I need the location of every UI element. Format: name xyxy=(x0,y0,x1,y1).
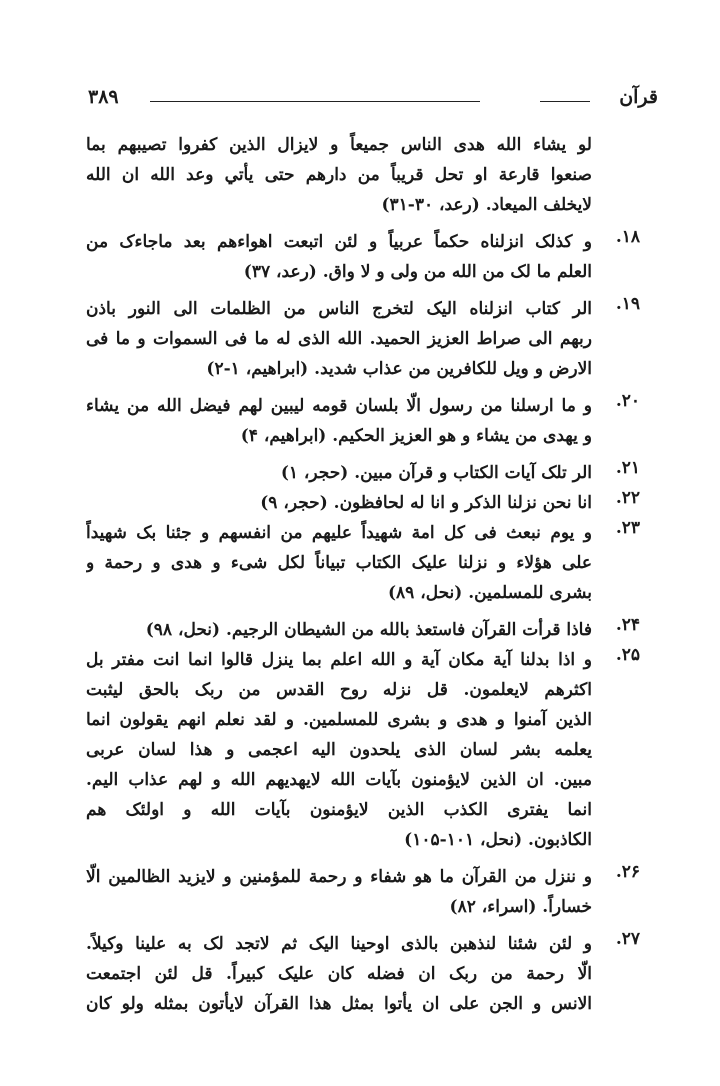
verse-24 xyxy=(86,615,640,645)
header-rule-short xyxy=(540,101,590,102)
text-line: و يوم نبعث فى كل امة شهيداً عليهم من انفسهم و جئنا بک شهيداً xyxy=(86,523,592,543)
page-body xyxy=(86,130,640,1019)
verse-number: ٢۴. xyxy=(615,615,640,635)
verse-number: ٢٠. xyxy=(615,391,640,411)
text-line: فاذا قرأت القرآن فاستعذ بالله من الشيطان الرجيم. (نحل، ٩٨) xyxy=(145,620,592,640)
text-line: انا نحن نزلنا الذكر و انا له لحافظون. (حجر، ٩) xyxy=(260,493,592,513)
text-line: الر كتاب انزلناه اليک لتخرج الناس من الظلمات الى النور باذن xyxy=(86,299,592,319)
verse-number: ٢۵. xyxy=(615,645,640,665)
text-line: الكاذبون. (نحل، ١٠١-١٠۵) xyxy=(404,830,592,850)
text-line: لو يشاء الله هدى الناس جميعاً و لايزال الذين كفروا تصيبهم بما xyxy=(86,135,592,155)
text-line: بشرى للمسلمين. (نحل، ٨٩) xyxy=(387,583,592,603)
verse-23 xyxy=(86,518,640,608)
text-line: و اذا بدلنا آية مكان آية و الله اعلم بما ينزل قالوا انما انت مفتر بل xyxy=(86,650,592,670)
header-rule xyxy=(150,101,480,102)
text-line: لايخلف الميعاد. (رعد، ٣٠-٣١) xyxy=(381,195,592,215)
verse-number: ٢۶. xyxy=(615,862,640,882)
text-line: الارض و ويل للكافرين من عذاب شديد. (ابراهيم، ١-٢) xyxy=(206,359,592,379)
verse-number: ٢٣. xyxy=(615,518,640,538)
text-line: و يهدى من يشاء و هو العزيز الحكيم. (ابراهيم، ۴) xyxy=(240,426,592,446)
text-line: يعلمه بشر لسان الذى يلحدون اليه اعجمى و هذا لسان عربى xyxy=(86,740,592,760)
text-line: الّا رحمة من ربک ان فضله كان عليک كبيراً. قل لئن اجتمعت xyxy=(86,964,592,984)
verse-20 xyxy=(86,391,640,451)
text-line: اكثرهم لايعلمون. قل نزله روح القدس من ربک بالحق ليثبت xyxy=(86,680,592,700)
verse-number: ١٨. xyxy=(615,227,640,247)
text-line: خساراً. (اسراء، ٨٢) xyxy=(449,897,592,917)
text-line: الذين آمنوا و هدى و بشرى للمسلمين. و لقد نعلم انهم يقولون انما xyxy=(86,710,592,730)
page-header xyxy=(88,86,658,116)
text-line: مبين. ان الذين لايؤمنون بآيات الله لايهديهم الله و لهم عذاب اليم. xyxy=(86,770,592,790)
verse-19 xyxy=(86,294,640,384)
text-line: و ما ارسلنا من رسول الّا بلسان قومه ليبين لهم فيضل الله من يشاء xyxy=(86,396,592,416)
continuation-text xyxy=(86,130,640,220)
text-line: العلم ما لک من الله من ولى و لا واق. (رعد، ٣٧) xyxy=(243,262,592,282)
text-line: و كذلک انزلناه حكماً عربياً و لئن اتبعت اهواءهم بعد ماجاءک من xyxy=(86,232,592,252)
text-line: صنعوا قارعة او تحل قريباً من دارهم حتى يأتي وعد الله ان الله xyxy=(86,165,592,185)
text-line: و لئن شئنا لنذهبن بالذى اوحينا اليک ثم لاتجد لک به علينا وكيلاً. xyxy=(86,934,592,954)
running-title: قرآن xyxy=(619,86,658,108)
text-line: انما يفترى الكذب الذين لايؤمنون بآيات الله و اولئک هم xyxy=(86,800,592,820)
text-line: الانس و الجن على ان يأتوا بمثل هذا القرآن لايأتون بمثله ولو كان xyxy=(86,994,592,1014)
text-line: على هؤلاء و نزلنا عليک الكتاب تبياناً لكل شىء و هدى و رحمة و xyxy=(86,553,592,573)
verse-26 xyxy=(86,862,640,922)
verse-number: ١٩. xyxy=(615,294,640,314)
text-line: الر تلک آيات الكتاب و قرآن مبين. (حجر، ١) xyxy=(280,463,592,483)
verse-number: ٢١. xyxy=(615,458,640,478)
verse-number: ٢٢. xyxy=(615,488,640,508)
verse-18 xyxy=(86,227,640,287)
verse-22 xyxy=(86,488,640,518)
text-line: ربهم الى صراط العزيز الحميد. الله الذى له ما فى السموات و ما فى xyxy=(86,329,592,349)
verse-25 xyxy=(86,645,640,855)
verse-27 xyxy=(86,929,640,1019)
page-number: ٣٨٩ xyxy=(88,86,119,108)
text-line: و ننزل من القرآن ما هو شفاء و رحمة للمؤمنين و لايزيد الظالمين الّا xyxy=(86,867,592,887)
verse-number: ٢٧. xyxy=(615,929,640,949)
verse-21 xyxy=(86,458,640,488)
